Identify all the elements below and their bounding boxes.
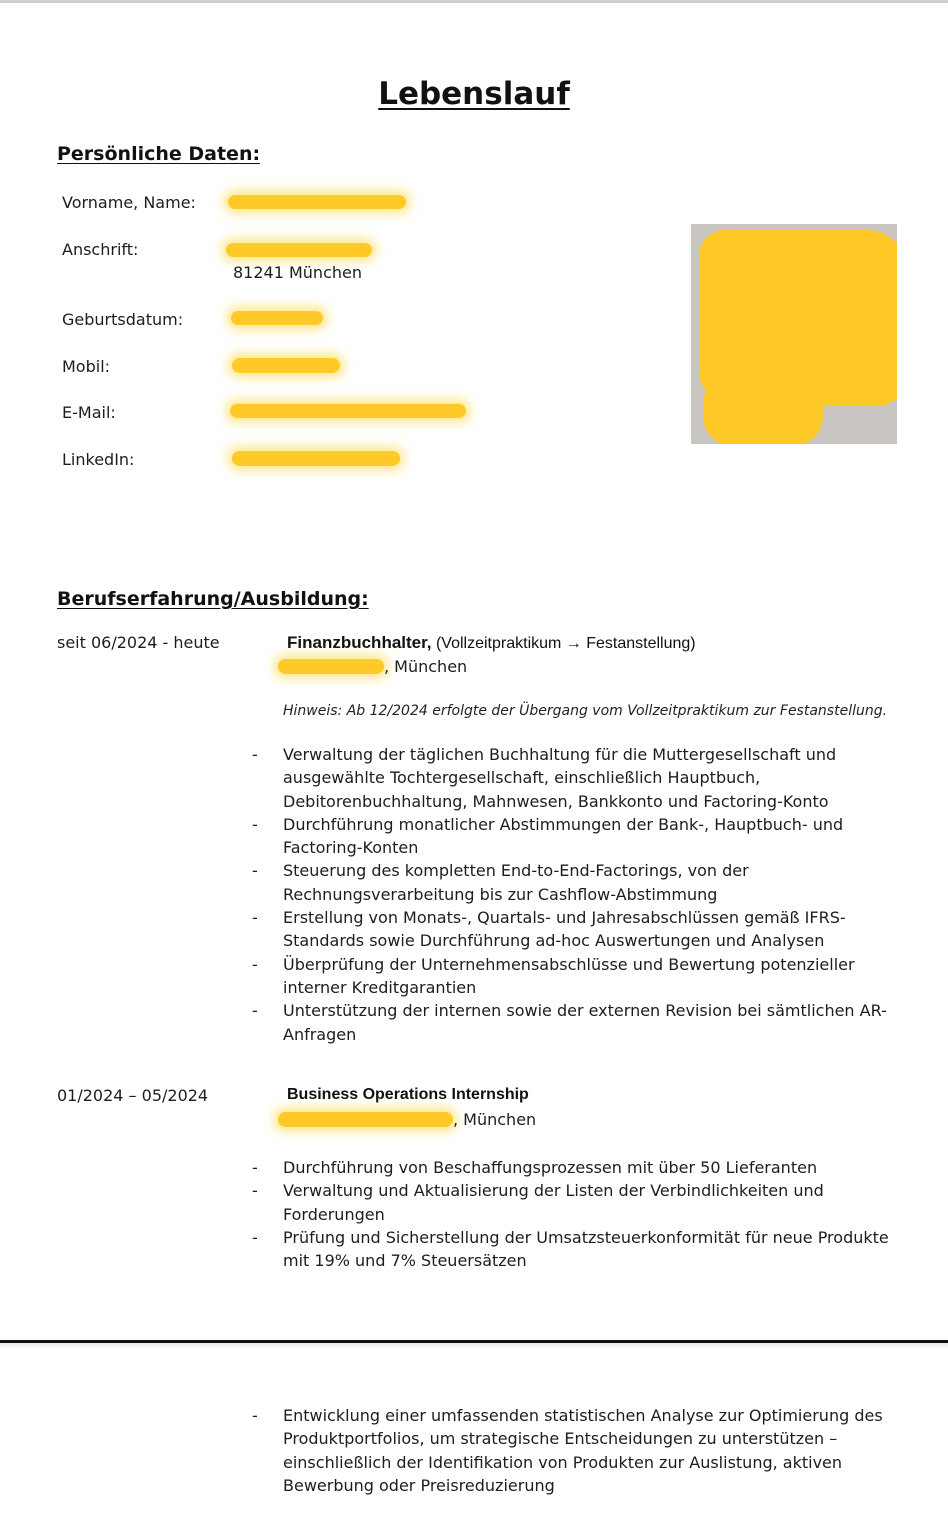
- bullet-dash: -: [252, 861, 258, 881]
- bullet-text: Steuerung des kompletten End-to-End-Factorings, von der Rechnungsverarbeitung bis zur Cashflow-Abstimmung: [283, 861, 749, 904]
- bullet-text: Verwaltung der täglichen Buchhaltung für die Muttergesellschaft und ausgewählte Tochtergesellschaft, einschließlich Hauptbuch, Debitorenbuchhaltung, Mahnwesen, Bankkonto und Factoring-Konto: [283, 745, 837, 811]
- job-1-title-main: Finanzbuchhalter,: [287, 633, 432, 652]
- mobile-label: Mobil:: [62, 357, 111, 376]
- email-redaction: [230, 404, 466, 418]
- bullet-dash: -: [252, 814, 258, 834]
- bullet-text: Erstellung von Monats-, Quartals- und Jahresabschlüssen gemäß IFRS-Standards sowie Durchführung ad-hoc Auswertungen und Analysen: [283, 908, 846, 951]
- job-2-bullet-list: [252, 1156, 892, 1272]
- bullet-dash: -: [252, 745, 258, 764]
- photo-redaction-lower: [703, 374, 823, 444]
- job-1-company-redaction: [278, 659, 384, 674]
- continuation-bullet: [252, 1404, 892, 1497]
- bullet-text: Durchführung monatlicher Abstimmungen der Bank-, Hauptbuch- und Factoring-Konten: [283, 814, 844, 858]
- birthdate-redaction: [231, 311, 323, 325]
- bullet-text: Unterstützung der internen sowie der externen Revision bei sämtlichen AR-Anfragen: [283, 1001, 887, 1044]
- job-1-hint: Hinweis: Ab 12/2024 erfolgte der Übergang vom Vollzeitpraktikum zur Festanstellung.: [283, 703, 888, 719]
- bullet-text: Durchführung von Beschaffungsprozessen mit über 50 Lieferanten: [283, 1158, 818, 1177]
- job-1-title: [287, 633, 696, 653]
- page-break-shadow: [0, 1343, 948, 1349]
- job-2-company-redaction: [278, 1112, 453, 1127]
- job-1-location: , München: [384, 657, 468, 676]
- linkedin-label: LinkedIn:: [62, 450, 135, 469]
- bullet-text: Prüfung und Sicherstellung der Umsatzsteuerkonformität für neue Produkte mit 19% und 7% Steuersätzen: [283, 1227, 889, 1271]
- birthdate-label: Geburtsdatum:: [62, 310, 184, 329]
- bullet-dash: -: [252, 908, 258, 928]
- job-2-bullet: [252, 1179, 892, 1226]
- bullet-dash: -: [252, 954, 258, 974]
- job-2-title: Business Operations Internship: [287, 1086, 529, 1103]
- bullet-dash: -: [252, 1227, 258, 1247]
- job-2-bullet: [252, 1156, 892, 1179]
- bullet-dash: -: [252, 1181, 258, 1201]
- bullet-text: Überprüfung der Unternehmensabschlüsse und Bewertung potenzieller interner Kreditgarantien: [283, 954, 855, 997]
- address-city: 81241 München: [233, 263, 362, 282]
- job-1-bullet: [252, 953, 892, 1000]
- job-1-bullet: [252, 743, 892, 813]
- address-label: Anschrift:: [62, 240, 139, 259]
- page-top-edge: [0, 0, 948, 3]
- name-label: Vorname, Name:: [62, 193, 196, 212]
- bullet-text: Verwaltung und Aktualisierung der Listen der Verbindlichkeiten und Forderungen: [283, 1181, 824, 1224]
- linkedin-redaction: [232, 451, 400, 466]
- name-redaction: [228, 195, 406, 209]
- job-1-title-suffix: (Vollzeitpraktikum → Festanstellung): [431, 635, 696, 652]
- address-street-redaction: [226, 243, 372, 257]
- personal-data-heading: Persönliche Daten:: [57, 143, 261, 165]
- bullet-dash: -: [252, 1406, 258, 1425]
- bullet-dash: -: [252, 1001, 258, 1021]
- bullet-dash: -: [252, 1158, 258, 1177]
- mobile-redaction: [232, 358, 340, 373]
- continuation-bullet-list: [252, 1404, 892, 1497]
- job-1-bullet: [252, 906, 892, 953]
- document-title: Lebenslauf: [378, 76, 570, 112]
- experience-heading: Berufserfahrung/Ausbildung:: [57, 588, 369, 610]
- bullet-text: Entwicklung einer umfassenden statistischen Analyse zur Optimierung des Produktportfolios, um strategische Entscheidungen zu unterstützen – einschließlich der Identifikation von Produkten zur Auslistung, aktiven Bewerbung oder Preisreduzierung: [283, 1406, 883, 1495]
- job-1-bullet: [252, 859, 892, 906]
- job-1-dates: seit 06/2024 - heute: [57, 633, 220, 652]
- job-1-bullet: [252, 813, 892, 860]
- job-2-bullet: [252, 1226, 892, 1273]
- profile-photo: [691, 224, 897, 444]
- job-1-bullet-list: [252, 743, 892, 1046]
- email-label: E-Mail:: [62, 403, 116, 422]
- job-2-dates: 01/2024 – 05/2024: [57, 1086, 209, 1105]
- job-2-location: , München: [453, 1110, 537, 1129]
- job-1-bullet: [252, 999, 892, 1046]
